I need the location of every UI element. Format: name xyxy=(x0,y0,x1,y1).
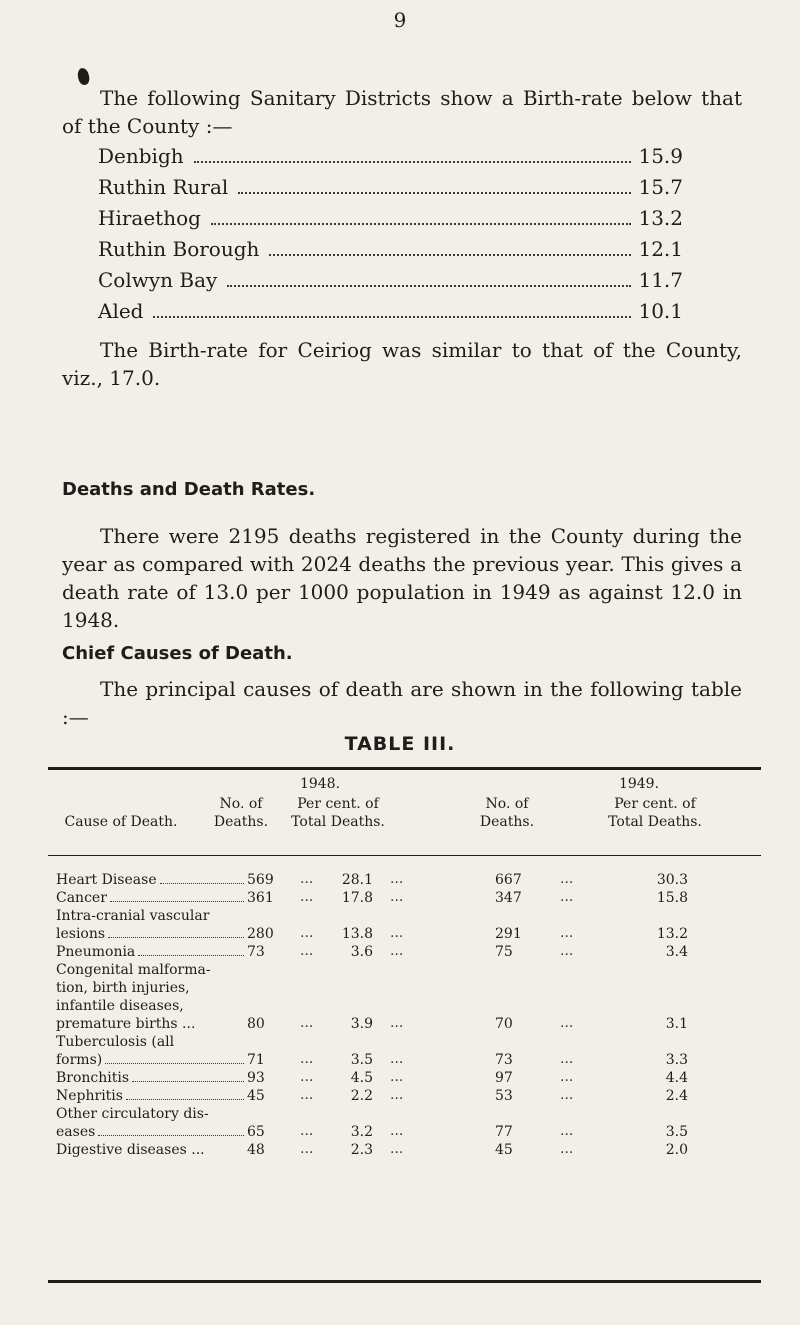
cause-cell xyxy=(56,1069,246,1087)
pct-1949: 13.2 xyxy=(656,926,688,942)
pct-1948: 2.3 xyxy=(350,1142,373,1158)
deaths-1949: 45 xyxy=(495,1142,513,1158)
deaths-1949: 667 xyxy=(495,872,522,888)
district-name: Aled xyxy=(98,299,144,323)
pct-1949: 3.5 xyxy=(665,1124,688,1140)
deaths-1949: 77 xyxy=(495,1124,513,1140)
leader-dots: ... xyxy=(390,871,404,887)
deaths-1948: 569 xyxy=(247,872,274,888)
leader-dots: ... xyxy=(560,889,574,905)
cause-line xyxy=(56,1141,246,1159)
table-title: TABLE III. xyxy=(344,733,456,755)
pct-1949: 4.4 xyxy=(665,1070,688,1086)
cause-text: tion, birth injuries, xyxy=(56,980,190,996)
leader-dots: ... xyxy=(300,1051,314,1067)
district-name: Denbigh xyxy=(98,144,184,168)
leader-dots: ... xyxy=(560,1087,574,1103)
leader-dots: ... xyxy=(390,1123,404,1139)
district-row xyxy=(98,299,683,330)
leader-dots: ... xyxy=(390,925,404,941)
cause-text: Cancer xyxy=(56,890,107,906)
district-row xyxy=(98,268,683,299)
district-row xyxy=(98,175,683,206)
deaths-1948: 71 xyxy=(247,1052,265,1068)
pct-1948: 4.5 xyxy=(350,1070,373,1086)
deaths-heading: Deaths and Death Rates. xyxy=(62,479,316,500)
district-rate: 15.9 xyxy=(638,144,683,168)
col-pct-1949-l2: Total Deaths. xyxy=(608,814,702,830)
cause-text: Bronchitis xyxy=(56,1070,130,1086)
leader-dots: ... xyxy=(300,1123,314,1139)
deaths-1948: 93 xyxy=(247,1070,265,1086)
deaths-1949: 73 xyxy=(495,1052,513,1068)
district-name: Colwyn Bay xyxy=(98,268,218,292)
deaths-1949: 70 xyxy=(495,1016,513,1032)
cause-text: Other circulatory dis- xyxy=(56,1106,209,1122)
district-name: Ruthin Rural xyxy=(98,175,229,199)
page-number: 9 xyxy=(393,8,407,32)
leader-dots xyxy=(110,901,244,902)
cause-cell xyxy=(56,1087,246,1105)
cause-cell xyxy=(56,1105,246,1141)
leader-dots: ... xyxy=(560,1015,574,1031)
cause-text: infantile diseases, xyxy=(56,998,184,1014)
leader-dots xyxy=(126,1099,244,1100)
pct-1949: 30.3 xyxy=(656,872,688,888)
deaths-1949: 97 xyxy=(495,1070,513,1086)
leader-dots: ... xyxy=(300,1141,314,1157)
cause-line xyxy=(56,1087,246,1105)
leader-dots xyxy=(194,161,631,163)
leader-dots: ... xyxy=(390,1051,404,1067)
deaths-1949: 75 xyxy=(495,944,513,960)
leader-dots xyxy=(138,955,244,956)
leader-dots: ... xyxy=(560,1069,574,1085)
cause-line xyxy=(56,889,246,907)
leader-dots: ... xyxy=(560,925,574,941)
cause-text: Nephritis xyxy=(56,1088,123,1104)
cause-cell xyxy=(56,1033,246,1069)
leader-dots: ... xyxy=(300,943,314,959)
leader-dots: ... xyxy=(390,1141,404,1157)
leader-dots: ... xyxy=(300,1087,314,1103)
pct-1949: 15.8 xyxy=(656,890,688,906)
col-no-1949-l1: No. of xyxy=(485,796,529,812)
leader-dots xyxy=(105,1063,244,1064)
deaths-1948: 80 xyxy=(247,1016,265,1032)
leader-dots: ... xyxy=(300,889,314,905)
leader-dots xyxy=(160,883,244,884)
pct-1948: 3.9 xyxy=(350,1016,373,1032)
cause-cell xyxy=(56,907,246,943)
district-list xyxy=(98,144,683,330)
leader-dots: ... xyxy=(300,925,314,941)
causes-heading: Chief Causes of Death. xyxy=(62,643,293,664)
deaths-1949: 347 xyxy=(495,890,522,906)
leader-dots: ... xyxy=(390,1069,404,1085)
district-rate: 13.2 xyxy=(638,206,683,230)
pct-1948: 3.2 xyxy=(350,1124,373,1140)
cause-cell xyxy=(56,871,246,889)
pct-1948: 3.6 xyxy=(350,944,373,960)
leader-dots xyxy=(227,285,631,287)
deaths-1948: 361 xyxy=(247,890,274,906)
cause-line xyxy=(56,943,246,961)
cause-text: lesions xyxy=(56,926,106,942)
pct-1949: 3.3 xyxy=(665,1052,688,1068)
leader-dots xyxy=(238,192,631,194)
col-pct-1948-l1: Per cent. of xyxy=(297,796,379,812)
leader-dots xyxy=(211,223,631,225)
col-pct-1948-l2: Total Deaths. xyxy=(291,814,385,830)
leader-dots: ... xyxy=(560,943,574,959)
leader-dots: ... xyxy=(390,943,404,959)
leader-dots xyxy=(108,937,244,938)
table-bottom-rule xyxy=(48,1280,761,1283)
leader-dots: ... xyxy=(390,889,404,905)
cause-line xyxy=(56,871,246,889)
pct-1948: 28.1 xyxy=(341,872,373,888)
leader-dots: ... xyxy=(560,1123,574,1139)
pct-1949: 2.4 xyxy=(665,1088,688,1104)
cause-text: premature births ... xyxy=(56,1016,196,1032)
leader-dots: ... xyxy=(390,1015,404,1031)
cause-line xyxy=(56,925,246,943)
cause-cell xyxy=(56,889,246,907)
district-name: Ruthin Borough xyxy=(98,237,260,261)
cause-line xyxy=(56,997,246,1015)
cause-line xyxy=(56,1051,246,1069)
cause-text: Digestive diseases ... xyxy=(56,1142,205,1158)
col-no-1948-l2: Deaths. xyxy=(213,814,269,830)
leader-dots xyxy=(269,254,631,256)
cause-text: Congenital malforma- xyxy=(56,962,211,978)
col-cause-header: Cause of Death. xyxy=(64,814,178,830)
year-1949-header: 1949. xyxy=(618,776,660,792)
causes-paragraph: The principal causes of death are shown in the following table :— xyxy=(62,677,742,729)
pct-1948: 3.5 xyxy=(350,1052,373,1068)
cause-cell xyxy=(56,961,246,1033)
cause-text: forms) xyxy=(56,1052,103,1068)
leader-dots: ... xyxy=(560,1141,574,1157)
intro-paragraph: The following Sanitary Districts show a Birth-rate below that of the County :— xyxy=(62,86,742,138)
deaths-1948: 73 xyxy=(247,944,265,960)
district-row xyxy=(98,237,683,268)
deaths-1948: 65 xyxy=(247,1124,265,1140)
table-top-rule xyxy=(48,767,761,770)
leader-dots: ... xyxy=(560,871,574,887)
cause-text: Tuberculosis (all xyxy=(56,1034,175,1050)
deaths-1948: 280 xyxy=(247,926,274,942)
cause-line xyxy=(56,1123,246,1141)
district-rate: 10.1 xyxy=(638,299,683,323)
deaths-1949: 291 xyxy=(495,926,522,942)
deaths-1949: 53 xyxy=(495,1088,513,1104)
leader-dots: ... xyxy=(300,1069,314,1085)
cause-cell xyxy=(56,1141,246,1159)
pct-1949: 3.1 xyxy=(665,1016,688,1032)
leader-dots: ... xyxy=(300,871,314,887)
table-header-rule xyxy=(48,855,761,856)
district-rate: 12.1 xyxy=(638,237,683,261)
cause-text: Intra-cranial vascular xyxy=(56,908,210,924)
leader-dots: ... xyxy=(390,1087,404,1103)
leader-dots xyxy=(153,316,631,318)
cause-cell xyxy=(56,943,246,961)
deaths-paragraph: There were 2195 deaths registered in the County during the year as compared with 2024 deaths the previous year. This gives a death rate of 13.0 per 1000 population in 1949 as against 12.0 in 1948. xyxy=(62,524,742,632)
cause-line xyxy=(56,979,246,997)
district-name: Hiraethog xyxy=(98,206,201,230)
pct-1948: 2.2 xyxy=(350,1088,373,1104)
leader-dots: ... xyxy=(300,1015,314,1031)
district-row xyxy=(98,144,683,175)
deaths-1948: 45 xyxy=(247,1088,265,1104)
cause-line xyxy=(56,907,246,925)
pct-1948: 17.8 xyxy=(341,890,373,906)
pct-1949: 2.0 xyxy=(665,1142,688,1158)
pct-1948: 13.8 xyxy=(341,926,373,942)
leader-dots: ... xyxy=(560,1051,574,1067)
cause-line xyxy=(56,961,246,979)
cause-line xyxy=(56,1069,246,1087)
pct-1949: 3.4 xyxy=(665,944,688,960)
leader-dots xyxy=(98,1135,244,1136)
year-1948-header: 1948. xyxy=(299,776,341,792)
cause-line xyxy=(56,1015,246,1033)
leader-dots xyxy=(132,1081,244,1082)
cause-line xyxy=(56,1105,246,1123)
district-rate: 11.7 xyxy=(638,268,683,292)
ceiriog-paragraph: The Birth-rate for Ceiriog was similar to that of the County, viz., 17.0. xyxy=(62,338,742,390)
cause-line xyxy=(56,1033,246,1051)
col-no-1948-l1: No. of xyxy=(219,796,263,812)
cause-text: Pneumonia xyxy=(56,944,136,960)
district-row xyxy=(98,206,683,237)
cause-text: Heart Disease xyxy=(56,872,157,888)
district-rate: 15.7 xyxy=(638,175,683,199)
col-no-1949-l2: Deaths. xyxy=(479,814,535,830)
col-pct-1949-l1: Per cent. of xyxy=(614,796,696,812)
deaths-1948: 48 xyxy=(247,1142,265,1158)
cause-text: eases xyxy=(56,1124,96,1140)
